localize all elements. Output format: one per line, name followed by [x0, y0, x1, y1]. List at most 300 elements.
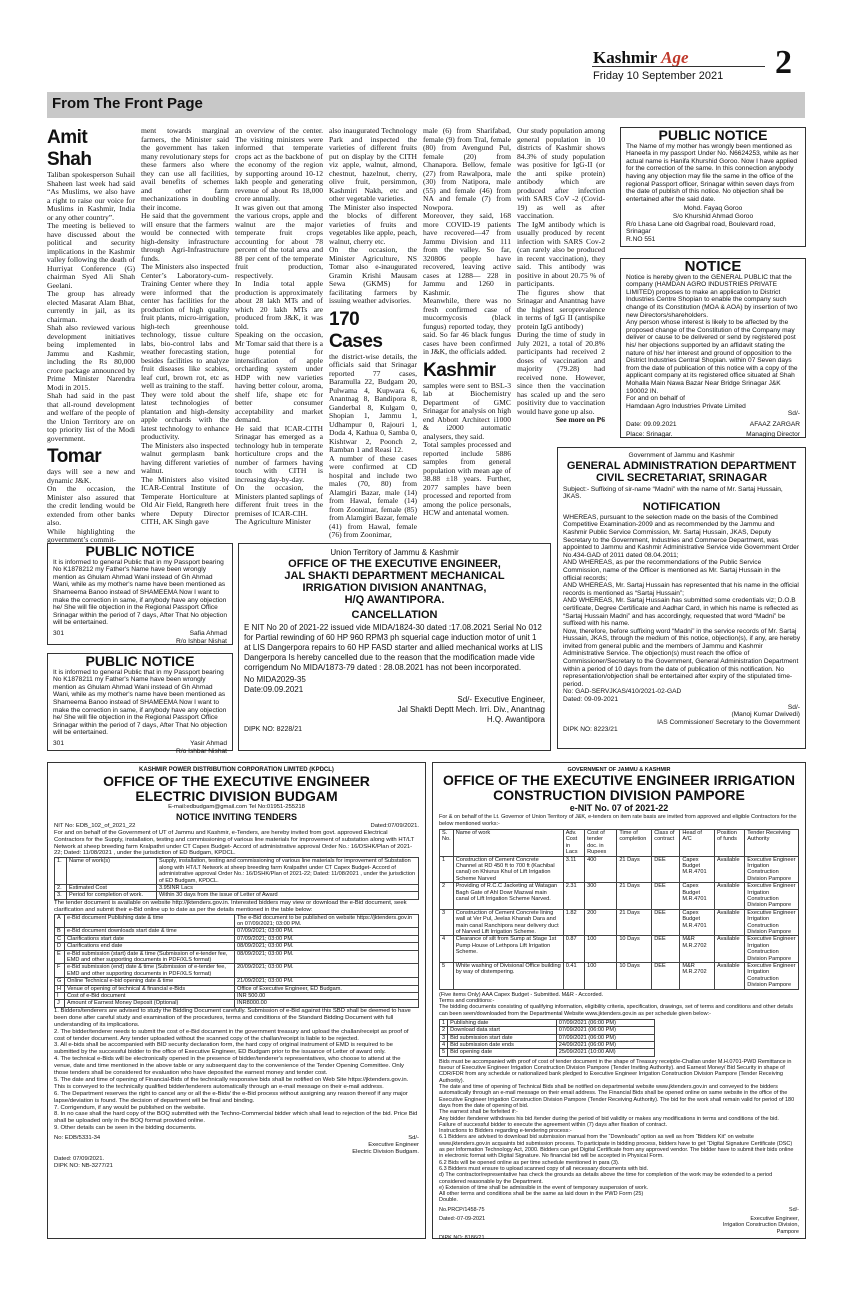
table-cell: Construction of Cement Concrete Channel at RD 450 ft to 700 ft (Kachibal canal) on Khiurus Khul of Lift Irrigation Scheme Narved [453, 856, 563, 883]
table-cell: Period for completion of work. [67, 892, 157, 899]
signatory-hq: H.Q. Awantipora [486, 715, 545, 724]
notice-title: PUBLIC NOTICE [85, 653, 195, 669]
dipk-number: DIPK NO: NB-3277/21 [54, 1162, 113, 1169]
table-row [440, 883, 799, 910]
article-column-5 [423, 127, 511, 518]
table-cell: 2 [440, 1027, 448, 1034]
notice-body: The Name of my mother has wrongly been mentioned as Haneefa in my passport Under No. N6624253, while as her actual name is Hanifa Khurshid Goroo. Now I have applied for the correction of the same. In this connection anybody having any objection may file the same in the office of the regional Passport officer, Srinagar within seven days from the date of publish of this notice. No objection shall be entertained after the said date. [626, 142, 799, 203]
table-cell: White washing of Divisional Office building by way of distempering. [453, 963, 563, 990]
table-row [55, 928, 419, 935]
order-number: No MIDA2029-35 [244, 675, 306, 684]
ro-number: R.NO 551 [626, 235, 656, 243]
office-title: JAL SHAKTI DEPARTMENT MECHANICAL [284, 570, 505, 582]
table-row [55, 950, 419, 964]
nit-number: NIT No: EDB_102_of_2021_22 [54, 822, 136, 829]
table-row [440, 1049, 655, 1056]
page-number: 2 [775, 44, 792, 81]
order-date: Dated: 07/09/2021. [54, 1155, 105, 1162]
signature-mark: Sd/- [787, 703, 800, 711]
term-item: Double. [439, 1197, 458, 1204]
office-subtitle: CONSTRUCTION DIVISION PAMPORE [493, 787, 745, 804]
term-item: Any bidder /tenderer withdraws his bid /tender during the period of bid validity or makes any modifications in terms and conditions of the bid. [439, 1115, 779, 1122]
table-row [55, 943, 419, 950]
article-column-4 [329, 127, 417, 540]
signature-mark: Sd/- [788, 1206, 799, 1213]
table-row [440, 1034, 655, 1041]
signatory-address: R/o Ishbar Nishat [176, 637, 227, 645]
table-cell: 21 Days [617, 883, 652, 910]
term-item: 4. The technical e-Bids will be electronically opened in the presence of bidder/tenderer's representatives, who choose to attend at the venue, date and time mentioned in the above table or any subsequent day to the convenience of the Tender Opening Committee. Only those tenders shall be considered for evaluation who have deposited the earnest money and tender cost. [54, 1056, 404, 1077]
masthead-divider [592, 66, 765, 67]
paragraph: also inaugurated Technology Park and inspected the varieties of different fruits put on display by the CITH viz apple, walnut, almond, chestnut, hazelnut, cherry, olive fruit, persimmon, Kashmiri Nakh, etc and other vegetable varieties. [329, 126, 417, 203]
table-cell: 08/09/2021; 03:00 PM. [235, 943, 419, 950]
table-cell: Executive Engineer Irrigation Construction Division Pampore [745, 963, 799, 990]
table-cell: 300 [585, 883, 617, 910]
table-row [55, 1000, 419, 1007]
table-cell: 3.95INR Lacs [157, 884, 419, 891]
term-item: 7. Corrigendum, if any would be published on the website. [54, 1104, 206, 1111]
table-cell: 4 [440, 936, 454, 963]
table-cell: Available [714, 963, 744, 990]
table-cell: DEE [652, 909, 680, 936]
table-cell: Executive Engineer Irrigation Construction Division Pampore [745, 909, 799, 936]
table-cell: E [55, 950, 65, 964]
table-cell: 10 Days [617, 936, 652, 963]
office-subtitle: ELECTRIC DIVISION BUDGAM [135, 787, 338, 804]
table-cell: Estimated Cost [67, 884, 157, 891]
order-number: No: EDB/5331-34 [54, 1135, 101, 1142]
signatory-name: (Manoj Kumar Dwivedi) [731, 711, 800, 719]
article-column-2 [141, 127, 229, 527]
table-cell: Construction of Cement Concrete lining wall at Ver Pul, Jeelas Khanah Dara and main canal Ranchipora near delivery duct of Narved Lift Irrigation Scheme. [453, 909, 563, 936]
table-cell: Available [714, 883, 744, 910]
signature-mark: Sd/- [408, 1135, 419, 1142]
paragraph: He said that ICAR-CITH Srinagar has emerged as a technology hub in temperate horticulture crops and the number of farmers having touch with CITH is increasing day-by-day. [235, 423, 323, 484]
term-item: All other terms and conditions shall be the same as laid down in the PWD Form (25) [439, 1191, 644, 1198]
table-cell: 3.11 [563, 856, 584, 883]
table-row [55, 884, 419, 891]
signatory-designation: IAS Commissioner/ Secretary to the Government [657, 718, 800, 726]
public-notice-yasir [47, 653, 233, 755]
table-cell: M&R M.R.2702 [680, 963, 715, 990]
table-cell: Capex Budget M.R.4701 [680, 856, 715, 883]
table-cell: M&R M.R.2702 [680, 936, 715, 963]
paragraph: Our study population among general population in 10 districts of Kashmir shows 84.3% of study population was positive for IgG-II (or the anti spike protein) antibody which are produced after infection with SARS CoV -2 (Covid-19) as well as after vaccination. [517, 126, 605, 220]
notice-place: Place: Srinagar. [626, 431, 673, 439]
table-header-row [440, 829, 799, 856]
table-cell: 1 [440, 1019, 448, 1026]
table-cell: 3. [55, 892, 67, 899]
article-column-6 [517, 127, 605, 425]
paragraph: The IgM antibody which is usually produced by recent infection with SARS Cov-2 (can rarely also be produced in recent vaccination), they said. This antibody was positive in about 20.75 % of participants. [517, 219, 605, 288]
signatory-office: Electric Division Budgam. [352, 1149, 419, 1155]
paragraph: On the occasion, the Ministers planted saplings of different fruit trees in the premises of ICAR-CIH. [235, 483, 323, 518]
issue-date: Friday 10 September 2021 [593, 70, 724, 82]
table-cell: H [55, 985, 65, 992]
signature-mark: Sd/- [787, 410, 800, 418]
table-cell: 5 [440, 1049, 448, 1056]
notice-body: Any person whose interest is likely to be affected by the proposed change of the Constitution of the Company may deliver or cause to be delivered or send by registered post his/ her objections supported by an affidavit stating the nature of his/ her interest and ground of opposition to the District Industries Central Shopian. within 07 Seven days from the date of publication of this notice with a copy of the applicant company at its registered office situated at Shah Mohalla Main Nawa Bazar Near Bridge Srinagar J&K 190002 IN. [626, 319, 798, 395]
table-cell: C [55, 935, 65, 942]
headline-kashmir: Kashmir [423, 359, 496, 381]
paragraph: During the time of study in July 2021, a total of 20.8% participants had received 2 doses of vaccination and majority (79.28) had received none. However, since then the vaccination has scaled up and the sero positivity due to vaccination would have gone up also. [517, 330, 605, 416]
ut-name: Union Territory of Jammu & Kashmir [330, 548, 459, 557]
table-cell: I [55, 993, 65, 1000]
notice-hamdan-agro [620, 258, 806, 438]
table-cell: 1. [55, 858, 67, 885]
table-cell: 100 [585, 963, 617, 990]
paragraph: It was given out that among the various crops, apple and walnut are the major temperate fruit crops accounting for about 78 percent of the total area and 88 per cent of the temperate fruit production, respectively. [235, 202, 323, 280]
see-more-link[interactable]: See more on P6 [555, 415, 605, 424]
table-row [55, 964, 419, 978]
notice-date: Date: 09.09.2021 [626, 420, 677, 428]
intro: For & on behalf of the Lt. Governor of Union Territory of J&K, e-tenders on item rate basis are invited from approved and eligible Contractors for the below mentioned works:- [439, 814, 797, 827]
paragraph: samples were sent to BSL-3 lab at Biochemistry Department of GMC Srinagar for analysis on high end Abbott Architect i1000 & i2000 automatic analysers, they said. [423, 380, 511, 441]
table-cell: Clarifications end date [65, 943, 235, 950]
dipk-number: DIPK NO: 8223/21 [563, 726, 618, 734]
table-cell: DEE [652, 936, 680, 963]
notice-body: Notice is hereby given to the GENERAL PUBLIC that the company (HAMDAN AGRO INDUSTRIES PRIVATE LIMITED) proposes to make an application to District Industries Centre Shopian to enable the company such change of its Constitution (MOA & AOA) by insertion of two new Directors/shareholders. [626, 273, 798, 319]
contact-info: E-mail:edbudgam@gmail.com Tel No:01951-255218 [168, 803, 305, 810]
table-cell: 2.31 [563, 883, 584, 910]
table-row [440, 1019, 655, 1026]
paragraph: Speaking on the occasion, Mr Tomar said that there is a huge potential for intensification of apple orcharding system under HDP with new varieties having better colour, aroma, shelf life, shape etc for better consumer acceptability and market demand. [235, 330, 323, 424]
dipk-number: DIPK NO: 8228/21 [244, 726, 302, 733]
headline-170-cases: 170 Cases [329, 308, 383, 352]
table-row [440, 856, 799, 883]
nit-number: e-NIT No. 07 of 2021-22 [569, 803, 669, 814]
notice-company: Hamdaan Agro Industries Private Limited [626, 402, 746, 410]
table-cell: e-Bid document Publishing date & time [65, 914, 235, 928]
nit-date: Dated:07/09/2021. [370, 822, 419, 829]
terms-list [54, 1008, 419, 1132]
table-cell: A [55, 914, 65, 928]
term-item: 6.2 Bids will be opened online as per time schedule mentioned in para (3). [439, 1159, 620, 1166]
table-cell: e-Bid submission (start) date & time (Submission of e-tender fee, EMD and other supporting documents in PDF/XLS format) [65, 950, 235, 964]
table-cell: Online Technical e-bid opening date & time [65, 978, 235, 985]
article-column-1 [47, 127, 135, 545]
signatory-designation: Executive Engineer [368, 1142, 419, 1149]
table-row [55, 914, 419, 928]
term-item: 2. The bidder/tenderer needs to submit the cost of e-Bid document in the government treasury and upload the challan/receipt as proof of cost of tender document. Any tender uploaded without the scanned copy of the challan/receipt is liable to be rejected. [54, 1028, 409, 1042]
cancellation-body: E NIT No 20 of 2021-22 issued vide MIDA/1824-30 dated :17.08.2021 Serial No 012 for Partial rewinding of 60 HP 960 RPM3 ph squerial cage induction motor of unit 1 at LIS Dangerpora repairs to 60 HP FASD starter and allied mechanical works at LIS Dangerpora Is hereby cancelled due to the reason that the modification made vide corrigendum No MIDA/1873-79 dated : 28.08.2021 has not been incorporated. [244, 623, 543, 672]
signatory-name: Yasir Ahmad [190, 739, 227, 747]
signatory-designation: Executive Engineer, [750, 1215, 799, 1222]
term-item: d) The contractor/representative has check the grounds as details above the time for completion of the work may be extended to a period considered reasonable by the Department. [439, 1172, 773, 1185]
paragraph: AND WHEREAS, Mr. Sartaj Hussain has submitted some credentials viz; D.O.B certificate, Degree Certificate and Aadhar Card, in which his name is reflected as “Sartaj Hussain Madni” and has accordingly, requested that word “Madni” be suffixed with his name. [563, 597, 799, 628]
gov-name: Government of Jammu and Kashmir [628, 452, 735, 459]
table-cell: Providing of R.C.C Jacketing at Watagan Bagh Gate of Ahl Dowr Mazwal main canal of Lift Irrigation Scheme Narved. [453, 883, 563, 910]
table-row [440, 909, 799, 936]
paragraph: The Ministers also inspected Center’s Laboratory-cum-Training Center where they were informed that the center has facilities for the production of high quality fruit plants, micro-irrigation, high-tech greenhouse technology, tissue culture labs, bio-control labs and weather forecasting station, besides facilities to analyze fruit diseases like scabies, leaf curl, brown rot, etc as well as training to the staff. [141, 262, 229, 390]
table-header-cell: Class of contract [652, 829, 680, 856]
notice-title: NOTICE [684, 258, 742, 275]
signatory-office: Jal Shakti Deptt Mech. Irri. Div., Anantnag [397, 705, 545, 714]
term-item: Instructions to Bidders regarding e-tendering process:- [439, 1128, 572, 1135]
table-cell: 10 Days [617, 963, 652, 990]
table-header-cell: Time of completion [617, 829, 652, 856]
table-cell: Within 30 days from the issue of Letter of Award [157, 892, 419, 899]
table-header-cell: S. No. [440, 829, 454, 856]
notice-title: PUBLIC NOTICE [658, 127, 768, 143]
table-cell: 07/09/2021 (06:00 PM) [556, 1034, 654, 1041]
table-cell: The e-Bid document to be published on website https://jktenders.gov.in on 07/09/2021; 03:00 PM. [235, 914, 419, 928]
table-cell: Clearance of silt from Sump at Stage 1st Pump House of Lethpora Lift Irrigation Scheme. [453, 936, 563, 963]
paragraph: On the occasion, the Minister Agriculture, NS Tomar also e-inaugurated Gramin Krishi Mausam Sewa (GKMS) for facilitating farmers by issuing weather advisories. [329, 245, 417, 305]
paragraph: male (6) from Sharifabad, female (9) from Tral, female (80) from Avengund Pul, female (20) from Chanapora. Bellow, female (27) from Rawalpora, male (30) from Natipora, male (55) and female (46) from NA and female (7) from Nowpora. [423, 126, 511, 212]
table-cell: 3 [440, 1034, 448, 1041]
table-cell: B [55, 928, 65, 935]
terms-intro: The bidding documents consisting of qualifying information, eligibility criteria, specification, drawings, set of terms and conditions and other details can been seen/downloaded from the Departmental Website www.jktenders.gov.in as per schedule given below:- [439, 1004, 794, 1017]
table-cell: DEE [652, 963, 680, 990]
ro-number: 301 [53, 739, 65, 747]
paragraph: days will see a new and dynamic J&K. [47, 467, 135, 485]
nit-title: NOTICE INVITING TENDERS [175, 811, 297, 822]
table-cell: Executive Engineer Irrigation Construction Division Pampore [745, 883, 799, 910]
office-title: H/Q AWANTIPORA. [344, 594, 445, 606]
paragraph: the district-wise details, the officials said that Srinagar reported 77 cases, Baramulla 22, Budgam 20, Pulwama 4, Kupwara 6, Anantnag 8, Bandipora 8, Ganderbal 8, Kulgam 0, Shopian 1, Jammu 1, Udhampur 0, Rajouri 1, Doda 4, Kathua 0, Samba 0, Kishtwar 2, Poonch 2, Ramban 1 and Reasi 12. [329, 351, 417, 454]
table-cell: Executive Engineer Irrigation Construction Division Pampore [745, 856, 799, 883]
paragraph: They were told about the latest technologies of plantation and high-density apple orchards with the latest technology to enhance productivity. [141, 389, 229, 441]
term-item: The date and time of opening of Technical Bids shall be notified on departmental website www.jktenders.gov.in and conveyed to the bidders automatically through an e-mail message on their email address. The Financial Bids shall be opened online on same website in the office of the Executive Engineer Irrigation Construction Division Pampore (Tender Receiving Authority). The bid for the work shall remain valid for period of 180 days from the date of opening of bid. [439, 1084, 795, 1109]
table-cell: Office of Executive Engineer, ED Budgam. [235, 985, 419, 992]
newspaper-logo: Kashmir Age [593, 48, 689, 67]
signatory-address: R/o Ishbar Nishat [176, 747, 227, 755]
signatory-designation: Managing Director [746, 431, 800, 439]
table-cell: Capex Budget M.R.4701 [680, 883, 715, 910]
gad-notification [557, 447, 806, 749]
order-date: Date:09.09.2021 [244, 685, 304, 694]
notice-title: PUBLIC NOTICE [85, 543, 195, 559]
term-item: 6.3 Bidders must ensure to upload scanned copy of all necessary documents with bid. [439, 1165, 649, 1172]
order-number: No: GAD-SERVJKAS/410/2021-02-GAD [563, 688, 682, 696]
paragraph: He said that the government will ensure that the farmers would be connected with high-density infrastructure through Agri-Infrastructure funds. [141, 211, 229, 263]
notification-title: NOTIFICATION [642, 500, 721, 513]
paragraph: The group has already elected Masarat Alam Bhat, currently in jail, as its chairman. [47, 289, 135, 324]
paragraph: The Ministers also visited ICAR-Central Institute of Temperate Horticulture at Old Air Field, Rangreth here where Deputy Director CITH, AK Singh gave [141, 474, 229, 526]
table-cell: 07/09/2021 (06:00 PM) [556, 1027, 654, 1034]
office-title: OFFICE OF THE EXECUTIVE ENGINEER [103, 772, 370, 789]
table-cell: e-Bid submission (end) date & time (Submission of e-tender fee, EMD and other supporting documents in PDF/XLS format) [65, 964, 235, 978]
term-item: 9. Other details can be seen in the bidding documents. [54, 1125, 197, 1132]
signatory-relation: S/o Khurshid Ahmad Goroo [672, 212, 754, 220]
term-item: 6.1 Bidders are advised to download bid submission manual from the “Downloads” option as well as from “Bidders Kit” on website www.jktenders.gov.in acquaints bid submission process. To participate in bidding process, bidders have to get “Digital Signature Certificate (DSC) as per Information Technology Act, 2000. Bidders can get Digital Certificate from any approved vendor. The bidder have to submit their bids online in electronic format with Digital Signature. No financial bid will be accepted in Physical Form. [439, 1134, 794, 1160]
paragraph: WHEREAS, pursuant to the selection made on the basis of the Combined Competitive Examination-2009 and as recommended by the Jammu and Kashmir Public Service Commission, Mr. Sartaj Hussain, JKAS, Deputy Secretary to the Government, Industries and Commerce Department, was appointed to Jammu and Kashmir Administrative Service vide Government Order No.434-GAD of 2011 dated 08.04.2011; [563, 513, 800, 559]
table-cell: 2 [440, 883, 454, 910]
notice-body: It is informed to general Public that in my Passport bearing No K1878211 my Father's Name have been wrongly mention as Ghulam Ahmad Wani instead of Gh Ahmad Wani, while as my mother's name have been mentioned as Shameema Banoo instead of SHAMEEMA Now I want to make the correction in same, if anybody have any objection he/ She will file objection in the Regional Passport Office Srinagar within the period of 7 days, After That No objection will be entertained. [53, 668, 227, 737]
table-cell: F [55, 964, 65, 978]
table-cell: 08/09/2021; 03:00 PM. [235, 950, 419, 964]
order-number: No.PRCP/1458-75 [439, 1206, 485, 1213]
term-item: 6. The Department reserves the right to cancel any or all the e-Bids/ the e-Bid process without assigning any reason thereof if any major lapse/deviation is found. The decision of department will be final and binding. [54, 1090, 408, 1104]
paragraph: Moreover, they said, 168 more COVID-19 patients have recovered—47 from Jammu Division and 111 from the valley. So far, 320806 people have recovered, leaving active cases at 1288— 228 in Jammu and 1260 in Kashmir. [423, 211, 511, 297]
paragraph: Shah had said in the past that all-round development and welfare of the people of the Union Territory are on top priority list of the Modi government. [47, 391, 135, 443]
table-cell: 0.41 [563, 963, 584, 990]
table-cell: 4 [440, 1042, 448, 1049]
table-row [440, 963, 799, 990]
table-header-cell: Position of funds [714, 829, 744, 856]
table-cell: 400 [585, 856, 617, 883]
office-title: IRRIGATION DIVISION ANANTNAG, [302, 582, 487, 594]
signatory-office: Irrigation Construction Division, [722, 1222, 799, 1229]
table-cell: Executive Engineer Irrigation Construction Division Pampore [745, 936, 799, 963]
term-item: 5. The date and time of opening of Financial-Bids of the technically responsive bids shall be notified on Web Site https://jktenders.gov.in. This is conveyed to the technically qualified bidder/tenderers automatically through an e-mail message on their e-mail address. [54, 1076, 409, 1090]
work-table [54, 857, 419, 899]
table-cell: J [55, 1000, 65, 1007]
table-row [55, 993, 419, 1000]
paragraph: On the occasion, the Minister also assured that the credit lending would be extended from other banks also. [47, 484, 135, 527]
table-header-cell: Cost of tender doc. in Rupees [585, 829, 617, 856]
table-row [55, 985, 419, 992]
subject: Subject:- Suffixing of sir-name “Madni” with the name of Mr. Sartaj Hussain, JKAS. [563, 485, 783, 501]
table-cell: 21 Days [617, 909, 652, 936]
signatory-place: Pampore [776, 1228, 799, 1235]
table-row [440, 1042, 655, 1049]
paragraph: Meanwhile, there was no fresh confirmed case of mucormycosis (black fungus) reported today, they said. So far 46 black fungus cases have been confirmed in J&K, the officials added. [423, 296, 511, 356]
term-item: e) Extension of time shall be admissible in the event of temporary suspension of work. [439, 1184, 649, 1191]
table-cell: 07/09/2021; 03:00 PM. [235, 928, 419, 935]
table-header-cell: Tender Receiving Authority [745, 829, 799, 856]
terms-list [439, 1059, 799, 1204]
intro-2: The tender document is available on website http://jktenders.gov.in. Interested bidders may view or download the e-Bid document, seek clarification and submit their e-Bid online up to date as per the details mentioned in the table below: [54, 899, 407, 913]
office-title: OFFICE OF THE EXECUTIVE ENGINEER IRRIGATION [442, 772, 796, 789]
table-cell: INR 500.00 [235, 993, 419, 1000]
paragraph: Taliban spokesperson Suhail Shaheen last week had said “As Muslims, we also have a right to raise our voice for Muslims in Kashmir, India or any other country”. [47, 170, 135, 222]
table-cell: DEE [652, 883, 680, 910]
table-cell: 07/09/2021 (06:00 PM) [556, 1019, 654, 1026]
headline-tomar: Tomar [47, 446, 102, 467]
table-row [440, 936, 799, 963]
public-notice-safia [47, 543, 233, 645]
table-cell: e-Bid document downloads start date & time [65, 928, 235, 935]
kpdcl-tender-notice [47, 762, 426, 1239]
cancellation-title: CANCELLATION [351, 609, 438, 621]
table-cell: DEE [652, 856, 680, 883]
section-title: From The Front Page [52, 95, 203, 112]
term-item: The earnest shall be forfeited if:- [439, 1109, 518, 1116]
table-row [55, 858, 419, 885]
paragraph: ment towards marginal farmers, the Minister said the government has taken many revolutionary steps for these farmers also where they can use all facilities, avail benefits of schemes and other farm mechanizations in doubling their income. [141, 126, 229, 212]
table-row [55, 935, 419, 942]
table-row [55, 978, 419, 985]
table-cell: Supply, installation, testing and commissioning of various line materials for improvement of Substation along with HT/LT Network at sheep breeding farm Kralpathri under CT Capex Budget- Accord of administrative approval Order No.: 16/DSHK/Plan of 2021-22; Dated: 11/08/2021 , under the jurisdiction of ED Budgam, KPDCL. [157, 858, 419, 885]
schedule-table [439, 1019, 655, 1057]
dept-subtitle: CIVIL SECRETARIAT, SRINAGAR [595, 471, 768, 484]
table-header-cell: Adv. Cost in Lacs [563, 829, 584, 856]
headline-amit-shah: Amit Shah [47, 127, 92, 170]
corporation-name: KASHMIR POWER DISTRIBUTION CORPORATION LIMITED (KPDCL) [139, 767, 334, 773]
table-cell: 5 [440, 963, 454, 990]
table-cell: INR8000.00 [235, 1000, 419, 1007]
table-cell: 21 Days [617, 856, 652, 883]
signatory-designation: Sd/- Executive Engineer, [457, 695, 545, 704]
signatory-name: AFAAZ ZARGAR [749, 420, 800, 428]
table-cell: 1 [440, 856, 454, 883]
table-cell: Bid submission start date [448, 1034, 557, 1041]
term-item: 1. Bidders/tenderers are advised to study the Bidding Document carefully. Submission of e-Bid against this SBD shall be deemed to have been done after careful study and examination of the procedures, terms and conditions of the Standard Bidding Document with full understanding of its implications. [54, 1007, 411, 1028]
table-cell: 200 [585, 909, 617, 936]
term-item: 3. All e-bids shall be accompanied with BID security declaration form, the hard copy of original instrument of EMD is required to be submitted by the successful bidder to the office of Executive Engineer, ED Budgam prior to the issuance of Letter of award only. [54, 1042, 393, 1056]
term-item: Failure of successful bidder to execute the agreement within (7) days after fixation of contract. [439, 1121, 668, 1128]
funding-line: (Five items Only) AAA Capex Budget - Submitted. M&R - Accorded. [439, 991, 604, 998]
signatory: Mohd. Fayaq Goroo [683, 205, 743, 213]
jal-shakti-cancellation [238, 543, 551, 751]
table-cell: 3 [440, 909, 454, 936]
table-cell: Publishing date [448, 1019, 557, 1026]
paragraph: Now, therefore, before suffixing word “Madni” in the service records of Mr. Sartaj Hussain, JKAS, through the medium of this notice, objection(s), if any, are hereby invited from general public and the members of Jammu and Kashmir Administrative Service. The objection(s) must reach the office of Commissioner/Secretary to the Government, General Administration Department within a period of 10 days from the date of publication of this notification. No representation/objection shall be entertained after expiry of the stipulated time-period. [563, 627, 801, 688]
table-row [440, 1027, 655, 1034]
gov-name: GOVERNMENT OF JAMMU & KASHMIR [567, 767, 671, 773]
paragraph: The meeting is believed to have discussed about the political and security implications in the Kashmir valley following the death of Hurriyat Conference (G) chairman Syed Ali Shah Geelani. [47, 221, 135, 290]
table-cell: 25/09/2021 (10:00 AM) [556, 1049, 654, 1056]
table-cell: 07/09/2021; 03:00 PM. [235, 935, 419, 942]
article-column-3 [235, 127, 323, 527]
section-banner [47, 92, 805, 118]
table-cell: 2. [55, 884, 67, 891]
notice-behalf: For and on behalf of [626, 395, 686, 403]
table-cell: Venue of opening of technical & financial e-Bids [65, 985, 235, 992]
table-cell: Available [714, 856, 744, 883]
pampore-tender-notice [432, 762, 806, 1239]
dept-title: GENERAL ADMINISTRATION DEPARTMENT [566, 459, 797, 472]
schedule-table [54, 914, 419, 1008]
paragraph: In India total apple production is approximately about 28 lakh MTs and of which 20 lakh MTs are produced from J&K, it was told. [235, 279, 323, 331]
table-cell: Bid submission date ends [448, 1042, 557, 1049]
notice-body: It is informed to general Public that in my Passport bearing No K1878212 my Father's Name have been wrongly mention as Ghulam Ahmad Wani instead of Gh Ahmad Wani, while as my mother's name have been mentioned as Shameema Banoo instead of SHAMEEMA Now I want to make the correction in same, if anybody have any objection he/ She will file objection in the Regional Passport Office Srinagar within the period of 7 days, After That No objection will be entertained. [53, 558, 227, 627]
office-title: OFFICE OF THE EXECUTIVE ENGINEER, [288, 558, 501, 570]
paragraph: The Agriculture Minister [235, 517, 311, 526]
table-cell: 1.82 [563, 909, 584, 936]
paragraph: A number of these cases were confirmed at CD hospital and include two males (70, 80) from Alamgiri Bazar, male (14) from Hawal, female (14) from Zoonimar, female (85) from Alamgiri Bazar, female (41) from Hawal, female (76) from Zoonimar, [329, 453, 417, 539]
paragraph: The Minister also inspected the blocks of different varieties of fruits and vegetables like apple, peach, walnut, cherry etc. [329, 202, 417, 246]
paragraph: While highlighting the government’s commit- [47, 526, 135, 544]
table-cell: Available [714, 936, 744, 963]
table-cell: 21/09/2021; 03:00 PM. [235, 978, 419, 985]
signatory-address: R/o Lhasa Lane old Gagribal road, Boulevard road, Srinagar [626, 220, 776, 236]
intro: For and on behalf of the Government of UT of Jammu and Kashmir, e-Tenders, are hereby invited from govt. approved Electrical Contractors for the Supply, installation, testing and commissioning of various line materials for improvement of substation along with HT/LT Network at sheep breeding farm Kralpathri under CT Capex Budget- Accord of administrative approval Order No.: 16/DSHK/Plan of 2021-22; Dated: 11/08/2021 , under the jurisdiction of ED Budgam, KPDCL. [54, 829, 415, 857]
term-item: Bids must be accompanied with proof of cost of tender document in the shape of Treasury receipt/e-Challan under M.H.0701-PWD Remittance in favour of Executive Engineer Irrigation Construction Division Pampore (Tender Inviting Authority). and Earnest Money/ Bid Security in shape of CDR/FDR from any schedule or nationalized bank pledged to Executive Engineer Irrigation Construction Division Pampore (Tender Receiving Authority). [439, 1058, 792, 1084]
terms-heading: Terms and conditions:- [439, 997, 495, 1004]
table-cell: 24/09/2021 (06:00 PM) [556, 1042, 654, 1049]
signatory-name: Safia Ahmad [189, 629, 227, 637]
paragraph: an overview of the center. The visiting ministers were informed that temperate crops act as the backbone of the economy of the region by supporting around 10-12 lakh people and generating revenue of about Rs 18,000 crore annually. [235, 126, 323, 203]
table-cell: Download data start [448, 1027, 557, 1034]
paragraph: The figures show that Srinagar and Anantnag have the highest seroprevalence in terms of IgG II (antispike protein IgG antibody) [517, 287, 605, 331]
dipk-number: DIPK NO: 8186/21 [439, 1234, 485, 1241]
table-cell: Capex Budget M.R.4701 [680, 909, 715, 936]
table-header-cell: Name of work [453, 829, 563, 856]
order-date: Dated:-07-09-2021 [439, 1215, 486, 1222]
table-cell: Cost of e-Bid document [65, 993, 235, 1000]
paragraph: Total samples processed and reported include 5886 samples from general population with mean age of 38.88 ±18 years. Further, 2077 samples have been processed and reported from among the police personals, HCW and antenatal women. [423, 440, 511, 517]
table-cell: Clarifications start date [65, 935, 235, 942]
table-header-cell: Head of A/C [680, 829, 715, 856]
table-cell: Available [714, 909, 744, 936]
table-cell: Bid opening date [448, 1049, 557, 1056]
table-cell: 20/09/2021; 03:00 PM. [235, 964, 419, 978]
table-cell: Name of work(s) [67, 858, 157, 885]
table-cell: G [55, 978, 65, 985]
table-cell: Amount of Earnest Money Deposit (Optional) [65, 1000, 235, 1007]
order-date: Dated: 09-09-2021 [563, 696, 618, 704]
paragraph: AND WHEREAS, as per the recommendations of the Public Service Commission, name of the Officer is mentioned as Mr. Sartaj Hussain in the official records; [563, 559, 781, 582]
table-cell: D [55, 943, 65, 950]
table-row [55, 892, 419, 899]
ro-number: 301 [53, 629, 65, 637]
public-notice-passport [620, 127, 806, 247]
term-item: 8. In no case shall the hard copy of the BOQ submitted with the Techno-Commercial bidder which shall lead to rejection of the bid. Price Bid shall be uploaded only in the BOQ format provided online. [54, 1111, 418, 1125]
table-cell: 100 [585, 936, 617, 963]
